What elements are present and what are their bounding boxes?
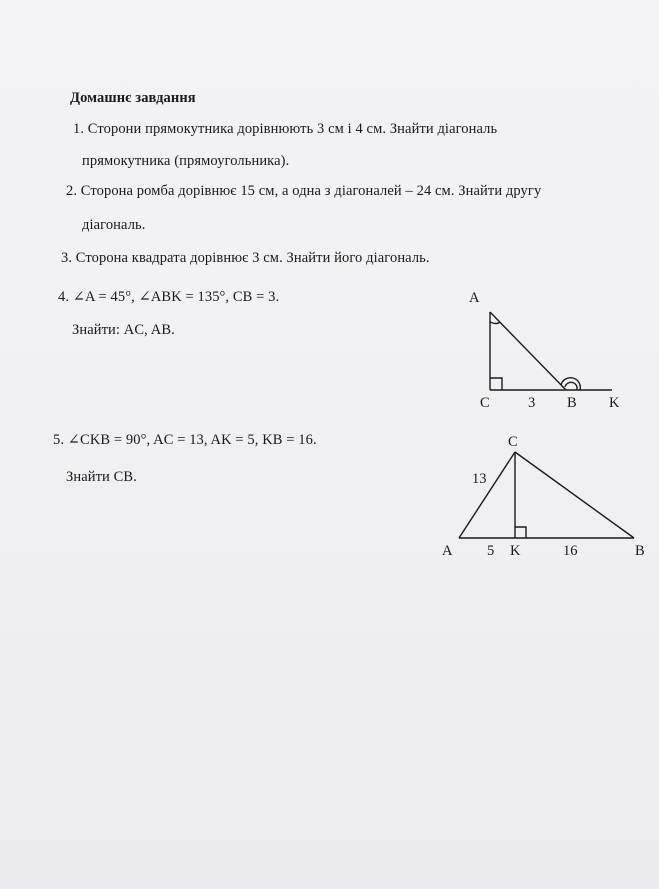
fig5-label-16: 16 — [563, 543, 578, 559]
fig5-label-b: B — [635, 543, 645, 559]
fig5-label-13: 13 — [472, 471, 487, 487]
problem-4-given: 4. ∠A = 45°, ∠ABK = 135°, CB = 3. — [58, 289, 280, 305]
fig5-label-c: C — [508, 434, 518, 450]
problem-5-find: Знайти CB. — [66, 469, 137, 485]
fig5-side-cb — [515, 452, 634, 538]
problem-2-line-1: 2. Сторона ромба дорівнює 15 см, а одна з діагоналей – 24 см. Знайти другу — [66, 183, 542, 199]
fig5-side-ac — [459, 452, 515, 538]
problem-1-line-1: 1. Сторони прямокутника дорівнюють 3 см і 4 см. Знайти діагональ — [73, 121, 498, 137]
problem-5-given: 5. ∠CKB = 90°, AC = 13, AK = 5, KB = 16. — [53, 432, 317, 448]
fig4-angle-b-arc-2 — [565, 382, 577, 390]
homework-title: Домашнє завдання — [70, 90, 196, 106]
fig4-label-k: K — [609, 395, 620, 411]
problem-4-find: Знайти: AC, AB. — [72, 322, 175, 338]
problem-1-line-2: прямокутника (прямоугольника). — [82, 153, 290, 169]
fig4-label-b: B — [567, 395, 577, 411]
fig4-label-c: C — [480, 395, 490, 411]
fig5-right-angle-mark — [515, 527, 526, 538]
fig4-angle-a-arc — [490, 322, 500, 324]
fig5-label-a: A — [442, 543, 453, 559]
problem-2-line-2: діагональ. — [82, 217, 146, 233]
problem-5-figure — [459, 452, 634, 538]
fig4-right-angle-mark — [490, 378, 502, 390]
problem-3-line-1: 3. Сторона квадрата дорівнює 3 см. Знайти його діагональ. — [61, 250, 430, 266]
fig5-label-k: K — [510, 543, 521, 559]
fig4-label-3: 3 — [528, 395, 536, 411]
fig5-label-5: 5 — [487, 543, 495, 559]
fig4-label-a: A — [469, 290, 480, 306]
